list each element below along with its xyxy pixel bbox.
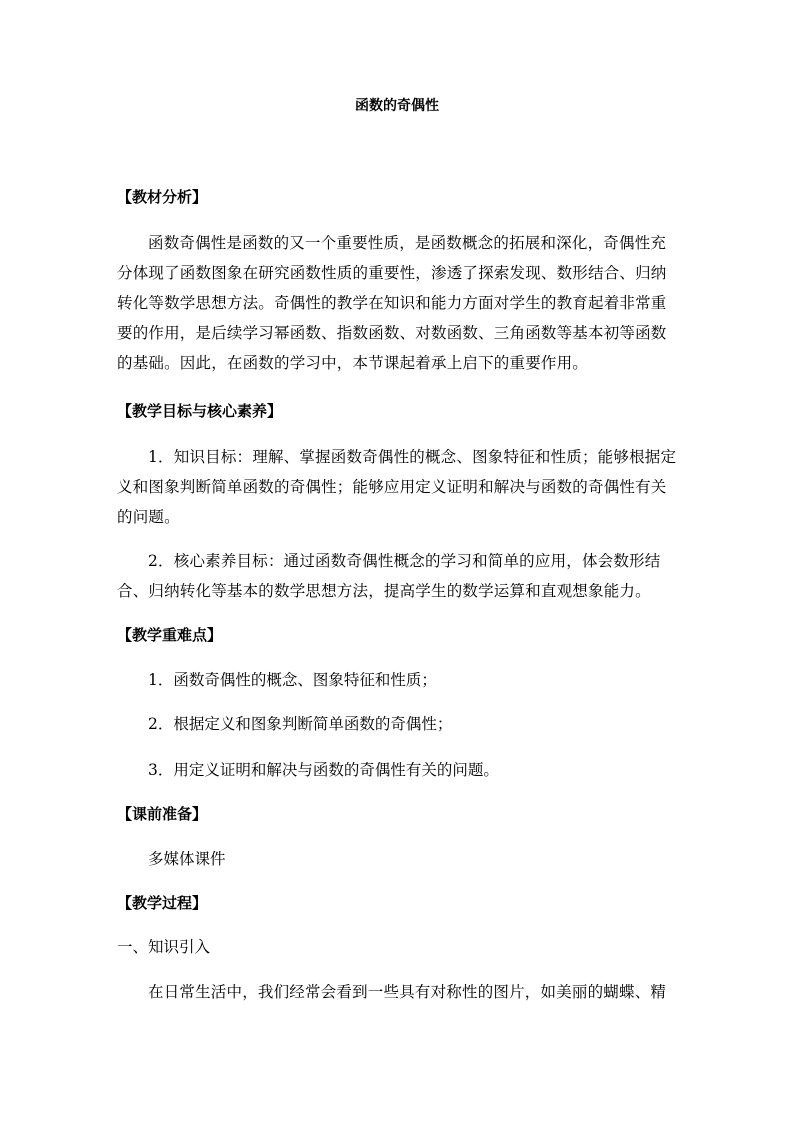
- process-paragraph: 在日常生活中，我们经常会看到一些具有对称性的图片，如美丽的蝴蝶、精: [148, 983, 667, 1001]
- section-heading-goals: 【教学目标与核心素养】: [117, 402, 283, 420]
- keypoint-item-2: 2．根据定义和图象判断简单函数的奇偶性；: [148, 715, 453, 733]
- preparation-text: 多媒体课件: [148, 850, 226, 868]
- keypoint-item-3: 3．用定义证明和解决与函数的奇偶性有关的问题。: [148, 761, 499, 779]
- section-heading-material: 【教材分析】: [117, 188, 208, 206]
- section-heading-preparation: 【课前准备】: [117, 805, 208, 823]
- goal-item-2: 2．核心素养目标：通过函数奇偶性概念的学习和简单的应用，体会数形结合、归纳转化等基本的数学思想方法，提高学生的数学运算和直观想象能力。: [117, 552, 661, 600]
- goal-item-1: 1．知识目标：理解、掌握函数奇偶性的概念、图象特征和性质；能够根据定义和图象判断简单函数的奇偶性；能够应用定义证明和解决与函数的奇偶性有关的问题。: [117, 448, 677, 526]
- material-paragraph: 函数奇偶性是函数的又一个重要性质，是函数概念的拓展和深化，奇偶性充分体现了函数图象在研究函数性质的重要性，渗透了探索发现、数形结合、归纳转化等数学思想方法。奇偶性的教学在知识和能力方面对学生的教育起着非常重要的作用，是后续学习幂函数、指数函数、对数函数、三角函数等基本初等函数的基础。因此，在函数的学习中，本节课起着承上启下的重要作用。: [117, 234, 667, 372]
- process-subheading: 一、知识引入: [117, 938, 211, 956]
- section-heading-keypoints: 【教学重难点】: [117, 626, 223, 644]
- section-heading-process: 【教学过程】: [117, 894, 208, 912]
- keypoint-item-1: 1．函数奇偶性的概念、图象特征和性质；: [148, 671, 437, 689]
- document-title: 函数的奇偶性: [355, 98, 439, 114]
